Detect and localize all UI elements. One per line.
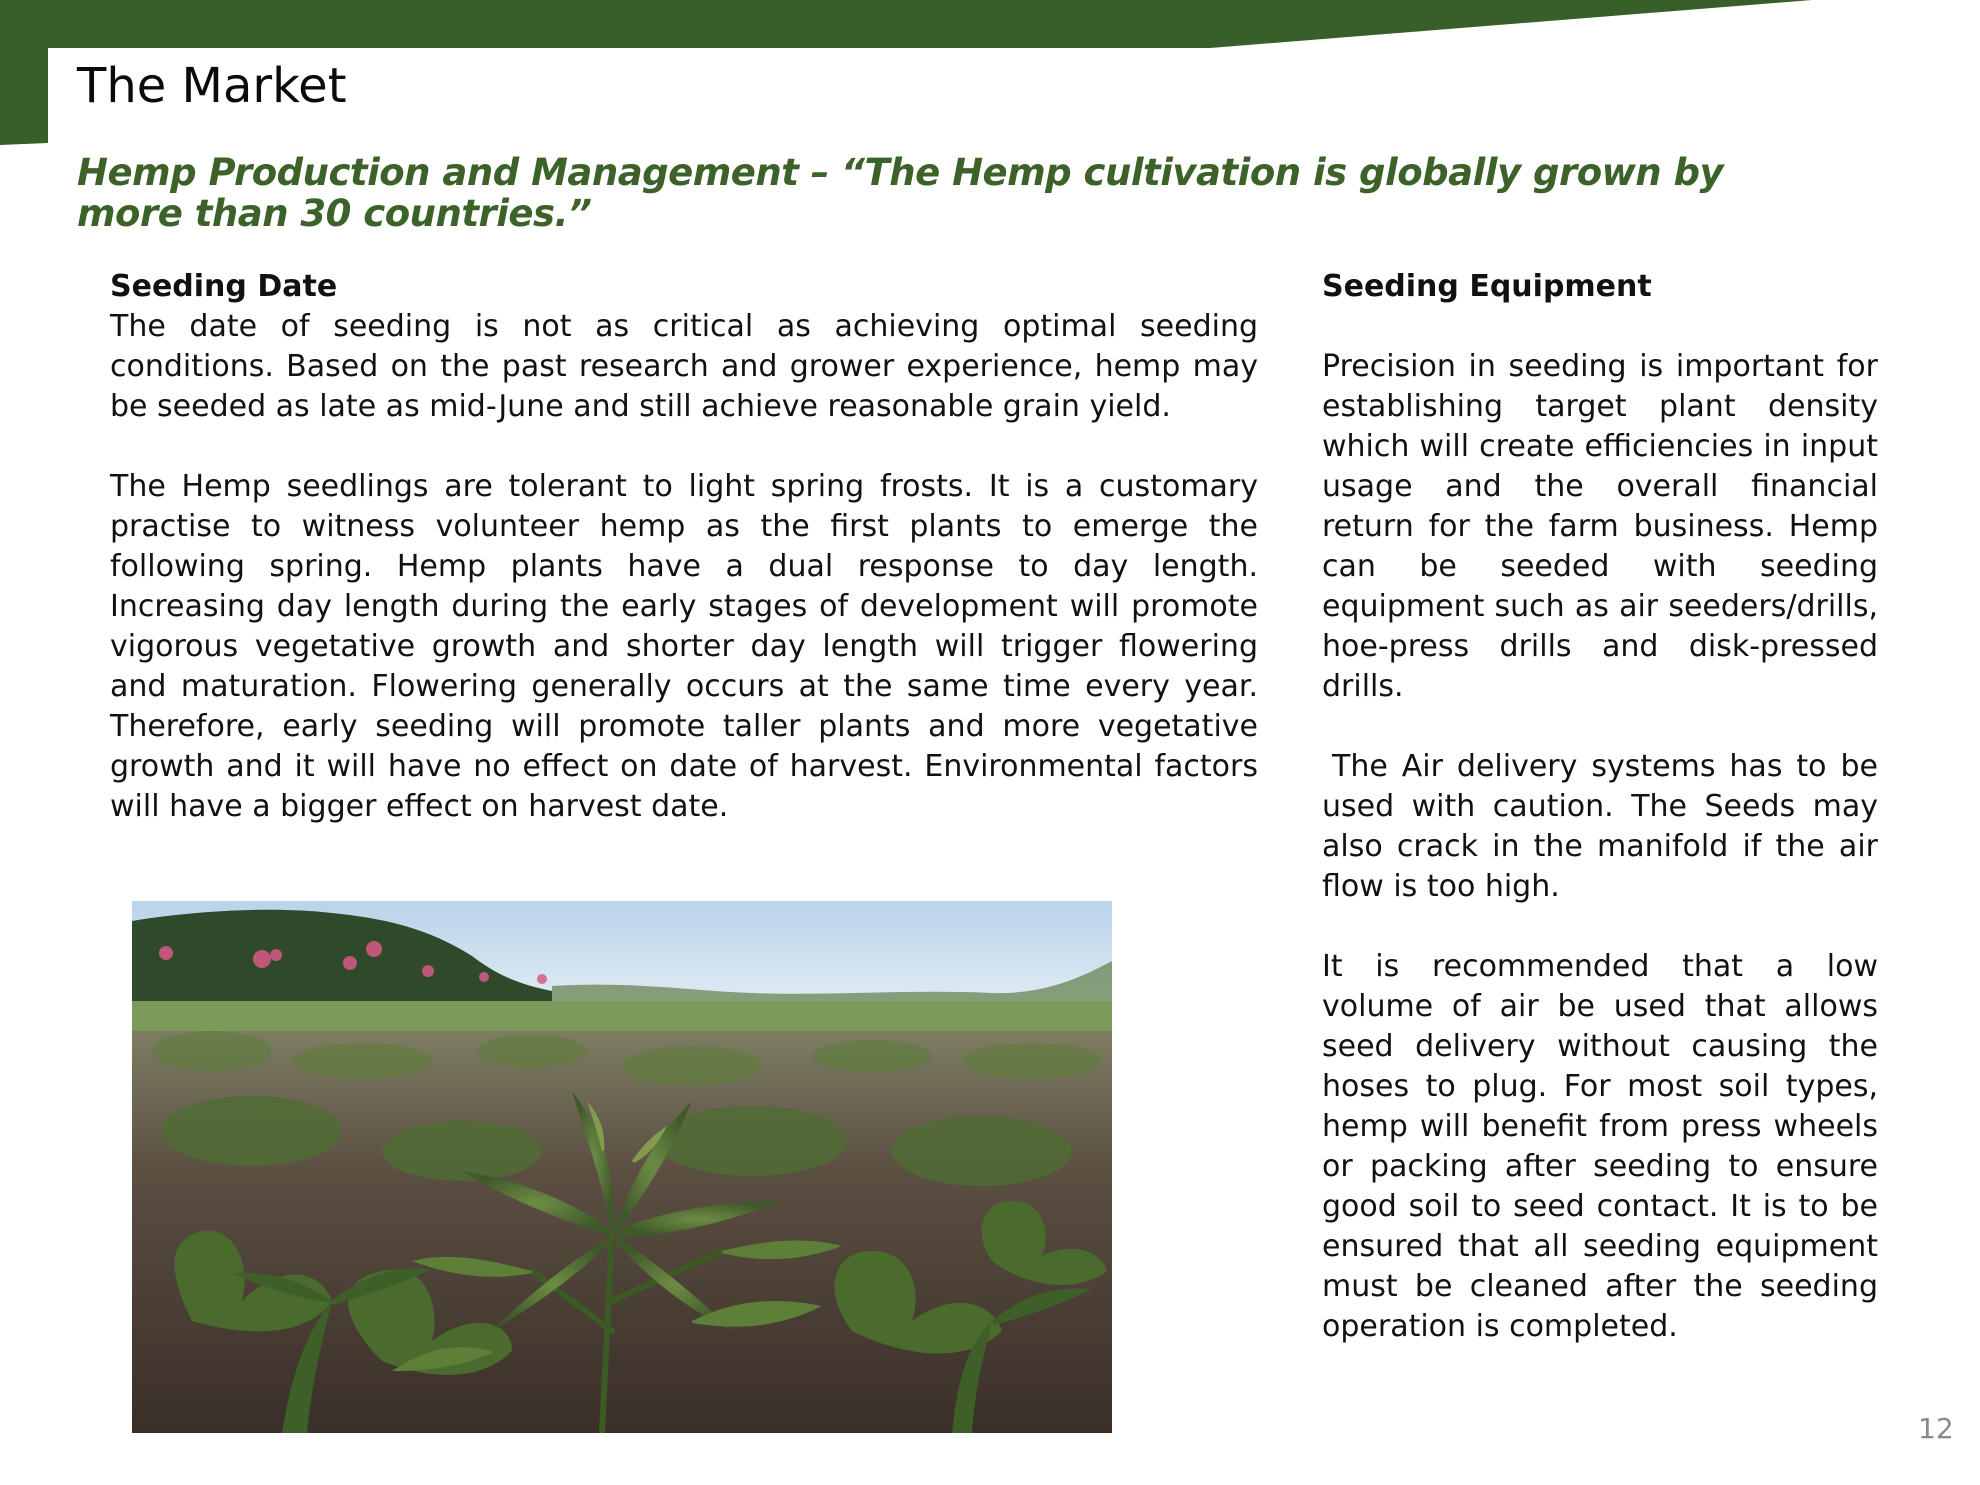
hemp-field-photo bbox=[132, 901, 1112, 1433]
seeding-equipment-paragraph-1: Precision in seeding is important for establishing target plant density which will create efficiencies in input usage and the overall financial return for the farm business. Hemp can be seeded with seeding equipment such as air seeders/drills, hoe-press drills and disk-pressed drills. bbox=[1322, 349, 1878, 704]
seeding-date-paragraph-2: The Hemp seedlings are tolerant to light spring frosts. It is a customary practise to witness volunteer hemp as the first plants to emerge the following spring. Hemp plants have a dual response to day length. Increasing day length during the early stages of development will promote vigorous vegetative growth and shorter day length will trigger flowering and maturation. Flowering generally occurs at the same time every year. Therefore, early seeding will promote taller plants and more vegetative growth and it will have no effect on date of harvest. Environmental factors will have a bigger effect on harvest date. bbox=[110, 469, 1258, 824]
seeding-equipment-heading: Seeding Equipment bbox=[1322, 269, 1652, 304]
page-subtitle: Hemp Production and Management – “The Hemp cultivation is globally grown by more than 30 countries.” bbox=[77, 151, 1724, 235]
seeding-equipment-paragraph-3: It is recommended that a low volume of air be used that allows seed delivery without causing the hoses to plug. For most soil types, hemp will benefit from press wheels or packing after seeding to ensure good soil to seed contact. It is to be ensured that all seeding equipment must be cleaned after the seeding operation is completed. bbox=[1322, 949, 1878, 1344]
seeding-equipment-paragraph-2: The Air delivery systems has to be used with caution. The Seeds may also crack in the manifold if the air flow is too high. bbox=[1322, 749, 1878, 904]
seeding-equipment-section bbox=[1322, 267, 1878, 1347]
page-title: The Market bbox=[77, 58, 347, 114]
seeding-date-paragraph-1: The date of seeding is not as critical as achieving optimal seeding conditions. Based on the past research and grower experience, hemp may be seeded as late as mid-June and still achieve reasonable grain yield. bbox=[110, 309, 1258, 424]
page-number: 12 bbox=[1918, 1412, 1954, 1445]
seeding-date-section bbox=[110, 267, 1258, 827]
hemp-seedlings-illustration bbox=[132, 901, 1112, 1433]
seeding-date-heading: Seeding Date bbox=[110, 269, 338, 304]
